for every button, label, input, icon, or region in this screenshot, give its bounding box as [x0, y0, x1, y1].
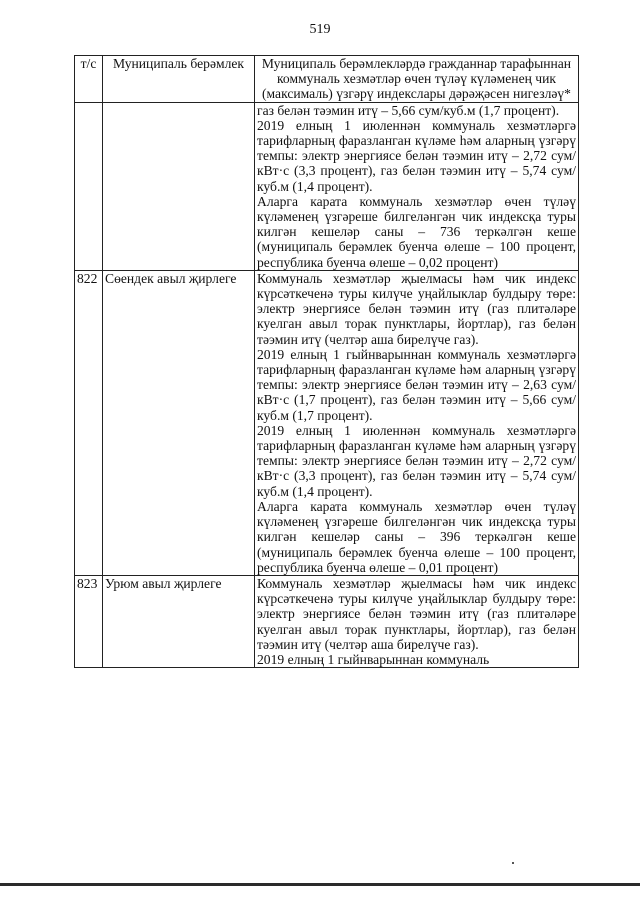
paragraph: 2019 елның 1 гыйнварыннан коммуналь хезмәтләргә тарифларның фаразланган күләме һәм аларның үзгәрү темпы: электр энергиясе белән тәэмин итү – 2,63 сум/кВт·с (1,7 процент), газ белән тәэмин итү – 5,66 сум/куб.м (1,7 процент). — [257, 346, 576, 423]
table-header-row — [75, 56, 579, 103]
row-text — [255, 102, 579, 270]
page-bottom-rule — [0, 883, 640, 886]
table-row — [75, 102, 579, 270]
row-municipality — [103, 102, 255, 270]
tariff-table — [74, 55, 579, 668]
scan-dot — [512, 862, 514, 864]
paragraph: Аларга карата коммуналь хезмәтләр өчен түләү күләменең үзгәреше билгеләнгән чик индексқа туры килгән кешеләр саны – 396 теркәлгән кеше (муниципаль берәмлек буенча өлеше – 100 процент, республика буенча өлеше – 0,01 процент) — [257, 498, 576, 575]
row-municipality: Урюм авыл җирлеге — [103, 575, 255, 667]
paragraph: 2019 елның 1 июленнән коммуналь хезмәтләргә тарифларның фаразланган күләме һәм аларның үзгәрү темпы: электр энергиясе белән тәэмин итү – 2,72 сум/кВт·с (3,3 процент), газ белән тәэмин итү – 5,74 сум/куб.м (1,4 процент). — [257, 117, 576, 194]
header-justification: Муниципаль берәмлекләрдә гражданнар тарафыннан коммуналь хезмәтләр өчен түләү күләменең чик (максималь) үзгәрү индекслары дәрәҗәсен нигезләү* — [255, 56, 579, 103]
paragraph: 2019 елның 1 июленнән коммуналь хезмәтләргә тарифларның фаразланган күләме һәм аларның үзгәрү темпы: электр энергиясе белән тәэмин итү – 2,72 сум/кВт·с (3,3 процент), газ белән тәэмин итү – 5,74 сум/куб.м (1,4 процент). — [257, 422, 576, 499]
row-text — [255, 270, 579, 575]
table-row — [75, 270, 579, 575]
row-number: 822 — [75, 270, 103, 575]
row-municipality: Сөендек авыл җирлеге — [103, 270, 255, 575]
row-text — [255, 575, 579, 667]
page-number: 519 — [309, 22, 331, 37]
paragraph: Коммуналь хезмәтләр җыелмасы һәм чик индекс күрсәткеченә туры килүче уңайлыклар булдыру төре: электр энергиясе белән тәэмин итү (газ плитәләре куелган авыл торак пунктлары, йортлар), газ белән тәэмин итү (челтәр аша бирелүче газ). — [257, 270, 576, 347]
table-row — [75, 575, 579, 667]
paragraph: Коммуналь хезмәтләр җыелмасы һәм чик индекс күрсәткеченә туры килүче уңайлыклар булдыру төре: электр энергиясе белән тәэмин итү (газ плитәләре куелган авыл торак пунктлары, йортлар), газ белән тәэмин итү (челтәр аша бирелүче газ). — [257, 575, 576, 652]
header-municipality: Муниципаль берәмлек — [103, 56, 255, 103]
paragraph: Аларга карата коммуналь хезмәтләр өчен түләү күләменең үзгәреше билгеләнгән чик индексқа туры килгән кешеләр саны – 736 теркәлгән кеше (муниципаль берәмлек буенча өлеше – 100 процент, республика буенча өлеше – 0,02 процент) — [257, 193, 576, 270]
paragraph: газ белән тәэмин итү – 5,66 сум/куб.м (1,7 процент). — [257, 102, 560, 118]
header-number: т/с — [75, 56, 103, 103]
paragraph: 2019 елның 1 гыйнварыннан коммуналь — [257, 651, 490, 667]
row-number — [75, 102, 103, 270]
row-number: 823 — [75, 575, 103, 667]
